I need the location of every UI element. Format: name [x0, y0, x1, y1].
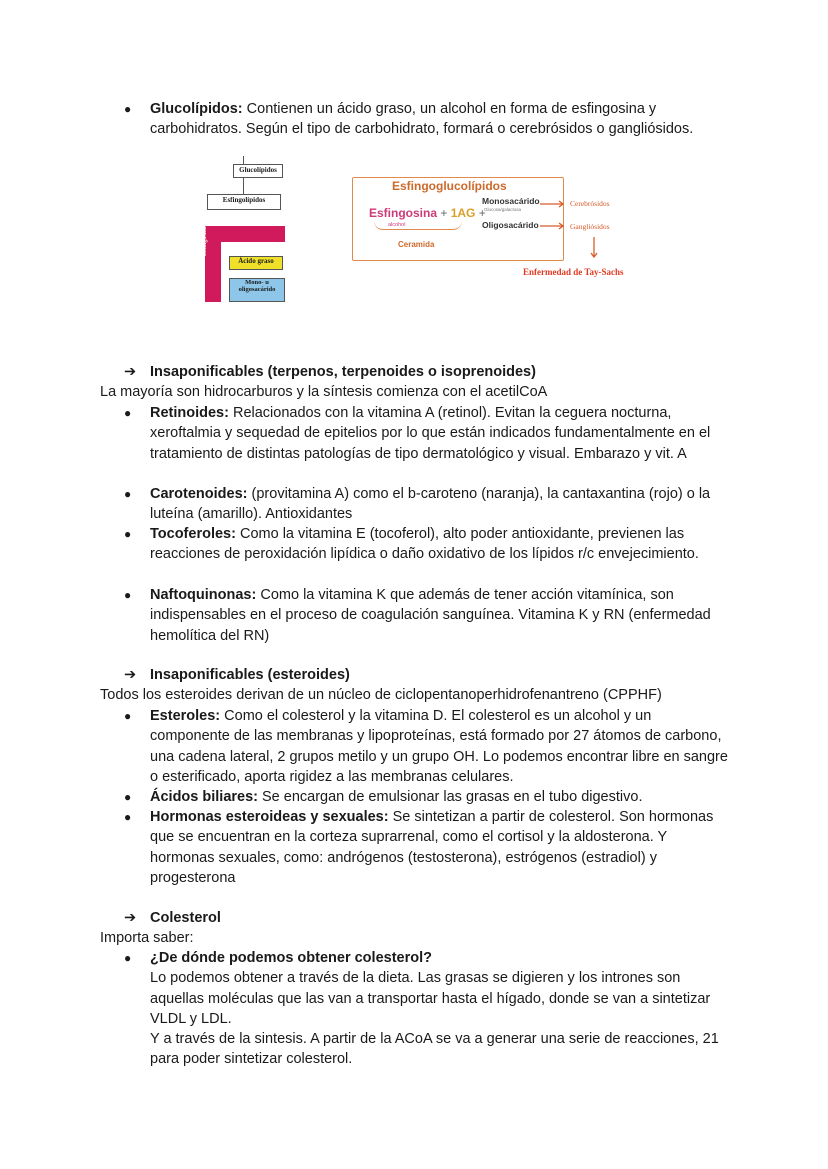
bullet-obtener-colesterol [124, 948, 734, 1070]
acido-graso-box: Ácido graso [229, 256, 283, 270]
section-intro: Todos los esteroides derivan de un núcleo de ciclopentanoperhidrofenantreno (CPPHF) [100, 687, 662, 703]
section-heading-esteroides: ➔ Insaponificables (esteroides) [124, 665, 764, 685]
glucosa-label: Glucosa/galactosa [484, 207, 522, 212]
bullet-icon: ● [124, 709, 132, 723]
esfingoglucolipidos-diagram [352, 177, 644, 282]
bullet-icon: ● [124, 810, 132, 824]
bullet-icon: ● [124, 790, 132, 804]
bullet-icon: ● [124, 588, 132, 602]
bullet-icon: ● [124, 406, 132, 420]
bullet-icon: ● [124, 487, 132, 501]
section-heading-terpenos: ➔ Insaponificables (terpenos, terpenoides o isoprenoides) [124, 362, 764, 382]
sacarido-box: Mono- u oligosacárido [229, 278, 285, 302]
bullet-icon: ● [124, 951, 132, 965]
bullet-carotenoides: ● Carotenoides: (provitamina A) como el b-caroteno (naranja), la cantaxantina (rojo) o la luteína (amarillo). Antioxidantes [124, 486, 711, 523]
section-intro: Importa saber: [100, 930, 194, 946]
bullet-icon: ● [124, 527, 132, 541]
paragraph-sintesis: Y a través de la sintesis. A partir de la ACoA se va a generar una serie de reacciones, 21 para poder sintetizar colesterol. [150, 1031, 719, 1068]
arrow-icon: ➔ [124, 910, 137, 926]
arrow-icon: ➔ [124, 364, 137, 380]
diagram-title: Esfingoglucolípidos [392, 179, 507, 193]
bullet-retinoides: ● Retinoides: Relacionados con la vitamina A (retinol). Evitan la ceguera nocturna, xeroftalmia y sequedad de epitelios por lo que están indicados fundamentalmente en el tratamiento de distintas patologías de tipo dermatológico y visual. Embarazo y vit. A [124, 405, 711, 462]
bullet-glucolipidos [124, 99, 734, 140]
ceramida-label: Ceramida [398, 240, 435, 249]
monosacarido-label: Monosacárido [482, 196, 540, 206]
alcohol-label: alcohol [388, 222, 406, 228]
gangliosidos-label: Gangliósidos [570, 222, 610, 231]
formula: Esfingosina + 1AG + [369, 206, 486, 220]
tay-sachs-label: Enfermedad de Tay-Sachs [523, 267, 624, 277]
arrow-icon: ➔ [124, 667, 137, 683]
section-heading-colesterol: ➔ Colesterol [124, 908, 764, 928]
section-intro: La mayoría son hidrocarburos y la síntesis comienza con el acetilCoA [100, 384, 548, 400]
bullet-tocoferoles: ● Tocoferoles: Como la vitamina E (tocoferol), alto poder antioxidante, previenen las reacciones de peroxidación lipídica o daño oxidativo de los lípidos r/c envejecimiento. [124, 526, 699, 563]
bullet-icon: ● [124, 102, 132, 116]
term: Glucolípidos: [150, 101, 243, 117]
bullet-naftoquinonas: ● Naftoquinonas: Como la vitamina K que además de tener acción vitamínica, son indispensables en el proceso de coagulación sanguínea. Vitamina K y RN (enfermedad hemolítica del RN) [124, 587, 711, 644]
esfingolipidos-box: Esfingolípidos [207, 194, 281, 210]
oligosacarido-label: Oligosacárido [482, 220, 539, 230]
bullet-esteroles: ● Esteroles: Como el colesterol y la vitamina D. El colesterol es un alcohol y un componente de las membranas y lipoproteínas, está formado por 27 átomos de carbono, una cadena lateral, 2 grupos metilo y un grupo OH. Lo podemos encontrar libre en sangre o esterificado, aporta rigidez a las membranas celulares. [124, 708, 728, 785]
bullet-hormonas: ● Hormonas esteroideas y sexuales: Se sintetizan a partir de colesterol. Son hormonas que se encuentran en la corteza suprarrenal, como el cortisol y la aldosterona. Y hormonas sexuales, como: andrógenos (testosterona), estrógenos (estradiol) y progesterona [124, 809, 714, 886]
question: ¿De dónde podemos obtener colesterol? [150, 950, 432, 966]
glucolipidos-box: Glucolípidos [233, 164, 283, 178]
bullet-acidos-biliares: ● Ácidos biliares: Se encargan de emulsionar las grasas en el tubo digestivo. [124, 787, 734, 807]
esfingosina-label: Esfingosina [202, 226, 208, 256]
cerebrosidos-label: Cerebrósidos [570, 199, 610, 208]
definition: Contienen un ácido graso, un alcohol en forma de esfingosina y carbohidratos. Según el tipo de carbohidrato, formará o cerebrósidos o gangliósidos. [150, 101, 694, 138]
glucolipidos-diagram [197, 156, 293, 306]
paragraph-dieta: Lo podemos obtener a través de la dieta. Las grasas se digieren y los intrones son aquellas moléculas que las van a transportar hasta el hígado, donde se van a sintetizar VLDL y LDL. [150, 970, 711, 1027]
